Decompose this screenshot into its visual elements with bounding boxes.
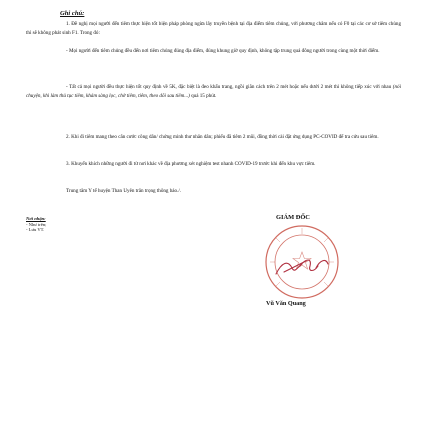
note-paragraph-6: Trung tâm Y tế huyện Than Uyên trân trọng thông báo./. bbox=[66, 188, 182, 194]
recipients-block bbox=[26, 216, 46, 233]
note-paragraph-3-part-c: quá 15 phút. bbox=[189, 92, 217, 99]
note-paragraph-3 bbox=[26, 83, 401, 100]
note-paragraph-5: 3. Khuyến khích những người đi từ nơi khác về địa phương xét nghiệm test nhanh COVID-19 trước khi đến khu vực tiêm. bbox=[66, 161, 316, 167]
note-paragraph-3-italic: (nói chuyện, khi làm thủ tục tiêm, khám sàng lọc, chờ tiêm, tiêm, theo dõi sau tiêm...) bbox=[26, 84, 401, 99]
recipient-line: - Như trên; bbox=[26, 221, 47, 227]
note-paragraph-4: 2. Khi đi tiêm mang theo căn cước công dân/ chứng minh thư nhân dân; phiếu đã tiêm 2 mũi, đồng thời cài đặt ứng dụng PC-COVID để tra cứu sau tiêm. bbox=[66, 134, 379, 140]
notes-heading: Ghi chú: bbox=[60, 10, 85, 17]
note-paragraph-3-part-a: - Tất cả mọi người đều thực hiện tốt quy định về 5K, đặc biệt là đeo khẩu trang, ngồi giãn cách trên 2 mét hoặc nếu dưới 2 mét thì không tiếp xúc với nhau bbox=[66, 84, 393, 90]
signer-name: Vũ Văn Quang bbox=[266, 300, 306, 307]
handwritten-signature bbox=[276, 260, 328, 274]
note-paragraph-1: 1. Đề nghị mọi người đến tiêm thực hiện tốt biện pháp phòng ngừa lây truyền bệnh tại địa điểm tiêm chủng, với phương châm nếu có F0 tại các cơ sở tiêm chủng thì sẽ không phát sinh F1. Trong đó: bbox=[26, 21, 401, 36]
official-seal bbox=[262, 222, 342, 302]
seal-graphic bbox=[262, 222, 342, 302]
recipients-title: Nơi nhận: bbox=[26, 216, 46, 221]
note-paragraph-2: - Mọi người đến tiêm chủng đều đến nơi tiêm chủng đúng địa điểm, đúng khung giờ quy định, không tập trung quá đông người trong cùng một thời điểm. bbox=[66, 48, 380, 54]
recipient-line: - Lưu VT. bbox=[26, 227, 45, 233]
director-title: GIÁM ĐỐC bbox=[276, 214, 310, 221]
